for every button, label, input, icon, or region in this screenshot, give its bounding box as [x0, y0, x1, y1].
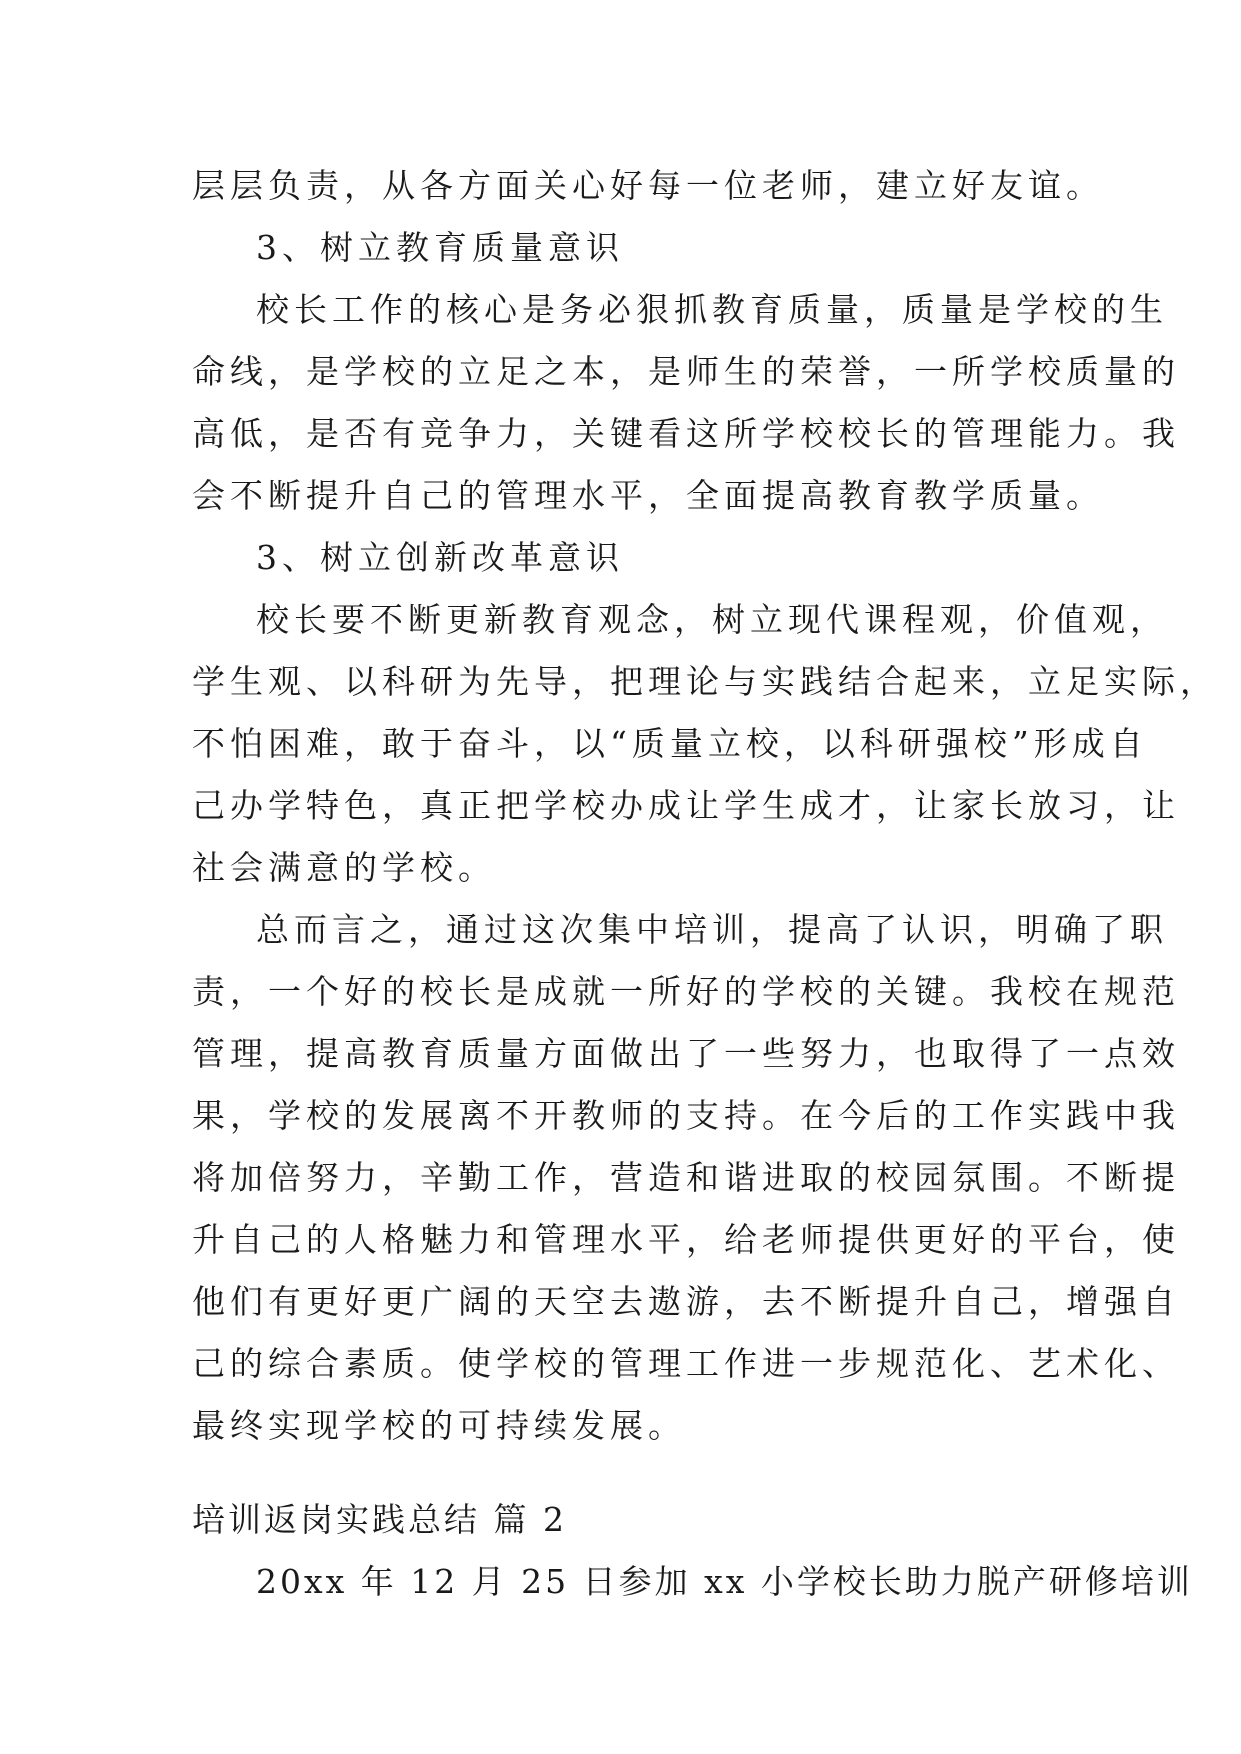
- paragraph-line: 高低，是否有竞争力，关键看这所学校校长的管理能力。我: [192, 414, 1180, 453]
- paragraph-line: 学生观、以科研为先导，把理论与实践结合起来，立足实际，: [192, 662, 1218, 701]
- paragraph-line: 将加倍努力，辛勤工作，营造和谐进取的校园氛围。不断提: [192, 1158, 1180, 1197]
- paragraph-line: 不怕困难，敢于奋斗，以“质量立校，以科研强校”形成自: [192, 724, 1148, 763]
- paragraph-line: 总而言之，通过这次集中培训，提高了认识，明确了职: [256, 910, 1168, 949]
- paragraph-line: 命线，是学校的立足之本，是师生的荣誉，一所学校质量的: [192, 352, 1180, 391]
- paragraph-line: 校长要不断更新教育观念，树立现代课程观，价值观，: [256, 600, 1168, 639]
- paragraph-line: 管理，提高教育质量方面做出了一些努力，也取得了一点效: [192, 1034, 1180, 1073]
- paragraph-line: 校长工作的核心是务必狠抓教育质量，质量是学校的生: [256, 290, 1168, 329]
- paragraph-line: 20xx 年 12 月 25 日参加 xx 小学校长助力脱产研修培训: [256, 1562, 1193, 1601]
- paragraph-line: 责，一个好的校长是成就一所好的学校的关键。我校在规范: [192, 972, 1180, 1011]
- article-title: 培训返岗实践总结 篇 2: [192, 1500, 567, 1539]
- section-heading: 3、树立创新改革意识: [256, 538, 624, 577]
- paragraph-line: 果，学校的发展离不开教师的支持。在今后的工作实践中我: [192, 1096, 1180, 1135]
- paragraph-line: 己的综合素质。使学校的管理工作进一步规范化、艺术化、: [192, 1344, 1180, 1383]
- paragraph-line: 社会满意的学校。: [192, 848, 496, 887]
- paragraph-line: 最终实现学校的可持续发展。: [192, 1406, 686, 1445]
- paragraph-line: 层层负责，从各方面关心好每一位老师，建立好友谊。: [192, 166, 1104, 205]
- paragraph-line: 己办学特色，真正把学校办成让学生成才，让家长放习，让: [192, 786, 1180, 825]
- paragraph-line: 他们有更好更广阔的天空去遨游，去不断提升自己，增强自: [192, 1282, 1180, 1321]
- paragraph-line: 升自己的人格魅力和管理水平，给老师提供更好的平台，使: [192, 1220, 1180, 1259]
- section-heading: 3、树立教育质量意识: [256, 228, 624, 267]
- paragraph-line: 会不断提升自己的管理水平，全面提高教育教学质量。: [192, 476, 1104, 515]
